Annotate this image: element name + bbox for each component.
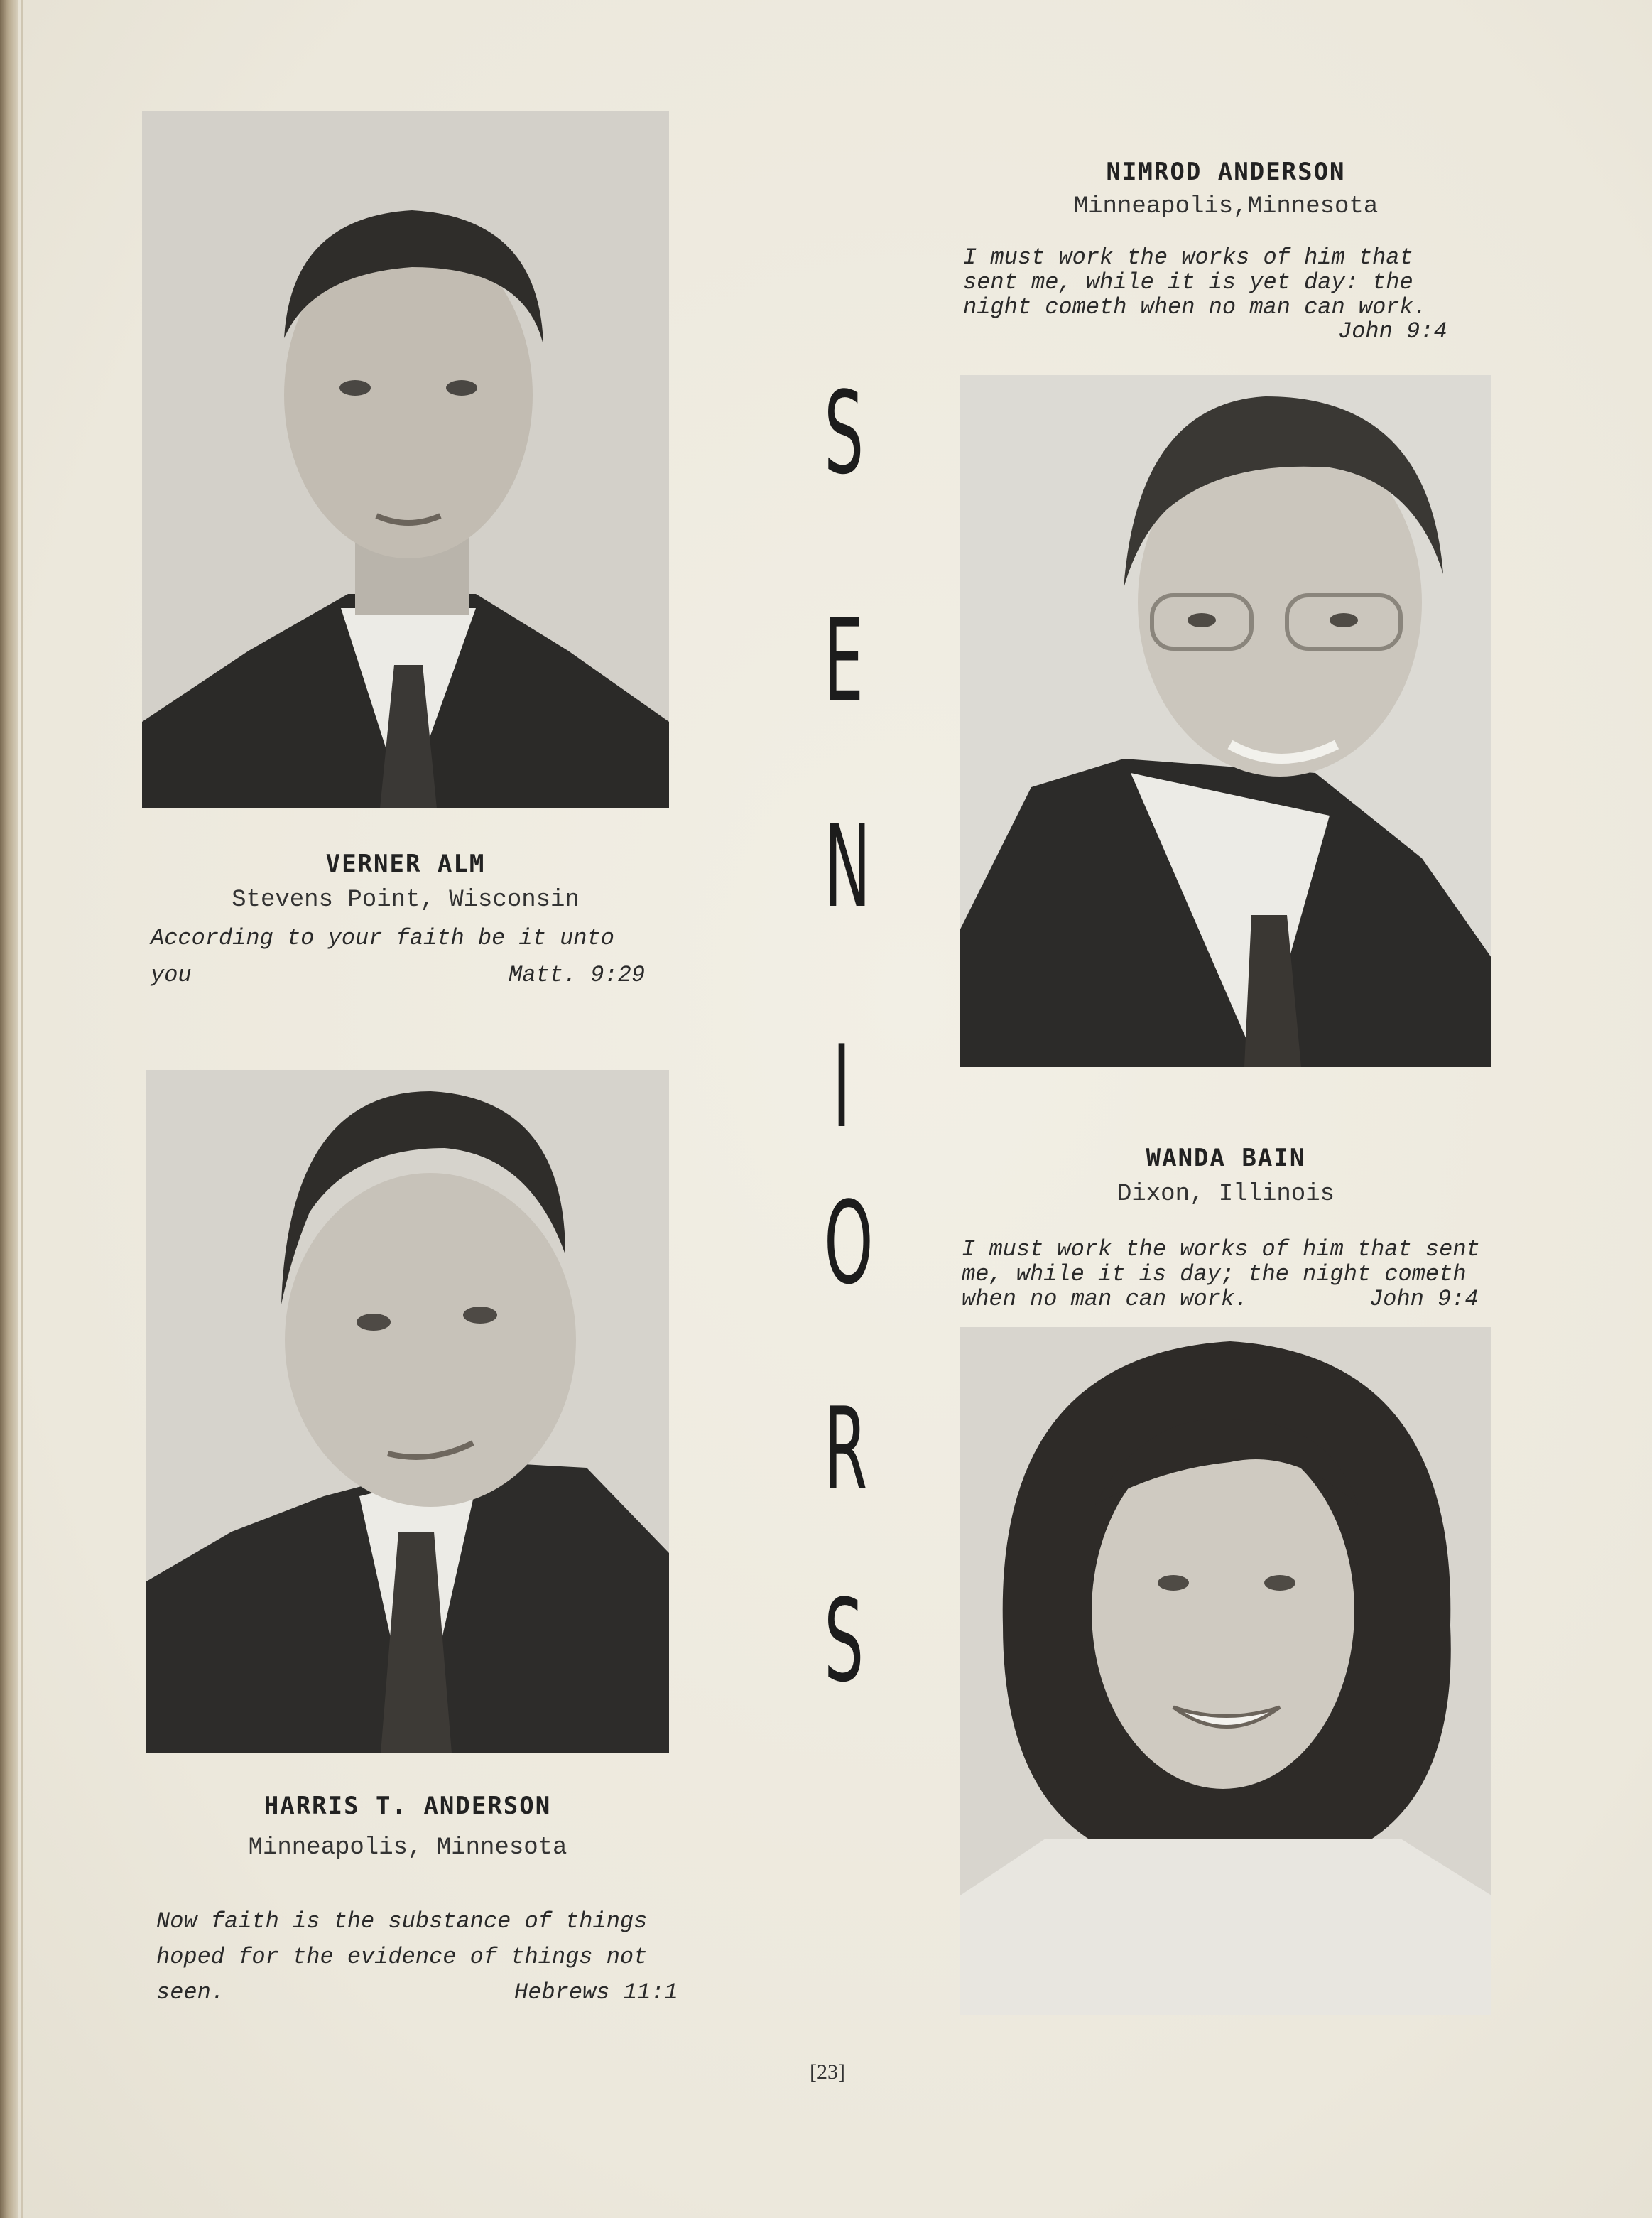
verse-line: night cometh when no man can work. [963, 294, 1427, 320]
senior-name: NIMROD ANDERSON [1106, 158, 1346, 186]
verse-line: hoped for the evidence of things not [156, 1944, 648, 1970]
verse-reference: John 9:4 [1338, 318, 1447, 345]
verse-line: Now faith is the substance of things [156, 1908, 648, 1935]
verse-line: sent me, while it is yet day: the [963, 269, 1413, 296]
woman-portrait-icon [960, 1327, 1491, 2015]
portrait-harris-anderson [146, 1070, 669, 1753]
book-binding [0, 0, 18, 2218]
senior-name: HARRIS T. ANDERSON [263, 1792, 552, 1820]
section-title-letter: I [832, 1020, 851, 1153]
man-portrait-icon [146, 1070, 669, 1753]
verse-line: me, while it is day; the night cometh [962, 1261, 1467, 1287]
verse-line: when no man can work. [962, 1286, 1249, 1312]
portrait-verner-alm [142, 111, 669, 808]
verse-reference: Matt. 9:29 [509, 962, 646, 988]
man-glasses-portrait-icon [960, 375, 1491, 1067]
binding-crease [21, 0, 23, 2218]
senior-hometown: Minneapolis, Minnesota [248, 1834, 567, 1861]
senior-name: VERNER ALM [325, 850, 486, 878]
section-title-letter: R [824, 1383, 868, 1515]
verse-line: According to your faith be it unto [151, 925, 614, 951]
senior-hometown: Dixon, Illinois [1116, 1181, 1335, 1208]
verse-reference: John 9:4 [1369, 1286, 1479, 1312]
verse-line: seen. [156, 1979, 225, 2006]
verse-line: I must work the works of him that [963, 244, 1413, 271]
verse-line: you [151, 962, 192, 988]
page-number: [23] [810, 2060, 845, 2084]
senior-name: WANDA BAIN [1146, 1144, 1306, 1172]
section-title-letter: S [824, 1574, 864, 1707]
portrait-nimrod-anderson [960, 375, 1491, 1067]
verse-line: I must work the works of him that sent [962, 1236, 1480, 1262]
senior-hometown: Minneapolis,Minnesota [1073, 193, 1379, 220]
verse-reference: Hebrews 11:1 [514, 1979, 678, 2006]
section-title-letter: S [824, 367, 864, 499]
man-portrait-icon [142, 111, 669, 808]
section-title-letter: E [824, 594, 864, 727]
senior-hometown: Stevens Point, Wisconsin [232, 887, 580, 914]
section-title-letter: N [824, 800, 871, 933]
section-title-letter: O [824, 1176, 874, 1309]
portrait-wanda-bain [960, 1327, 1491, 2015]
